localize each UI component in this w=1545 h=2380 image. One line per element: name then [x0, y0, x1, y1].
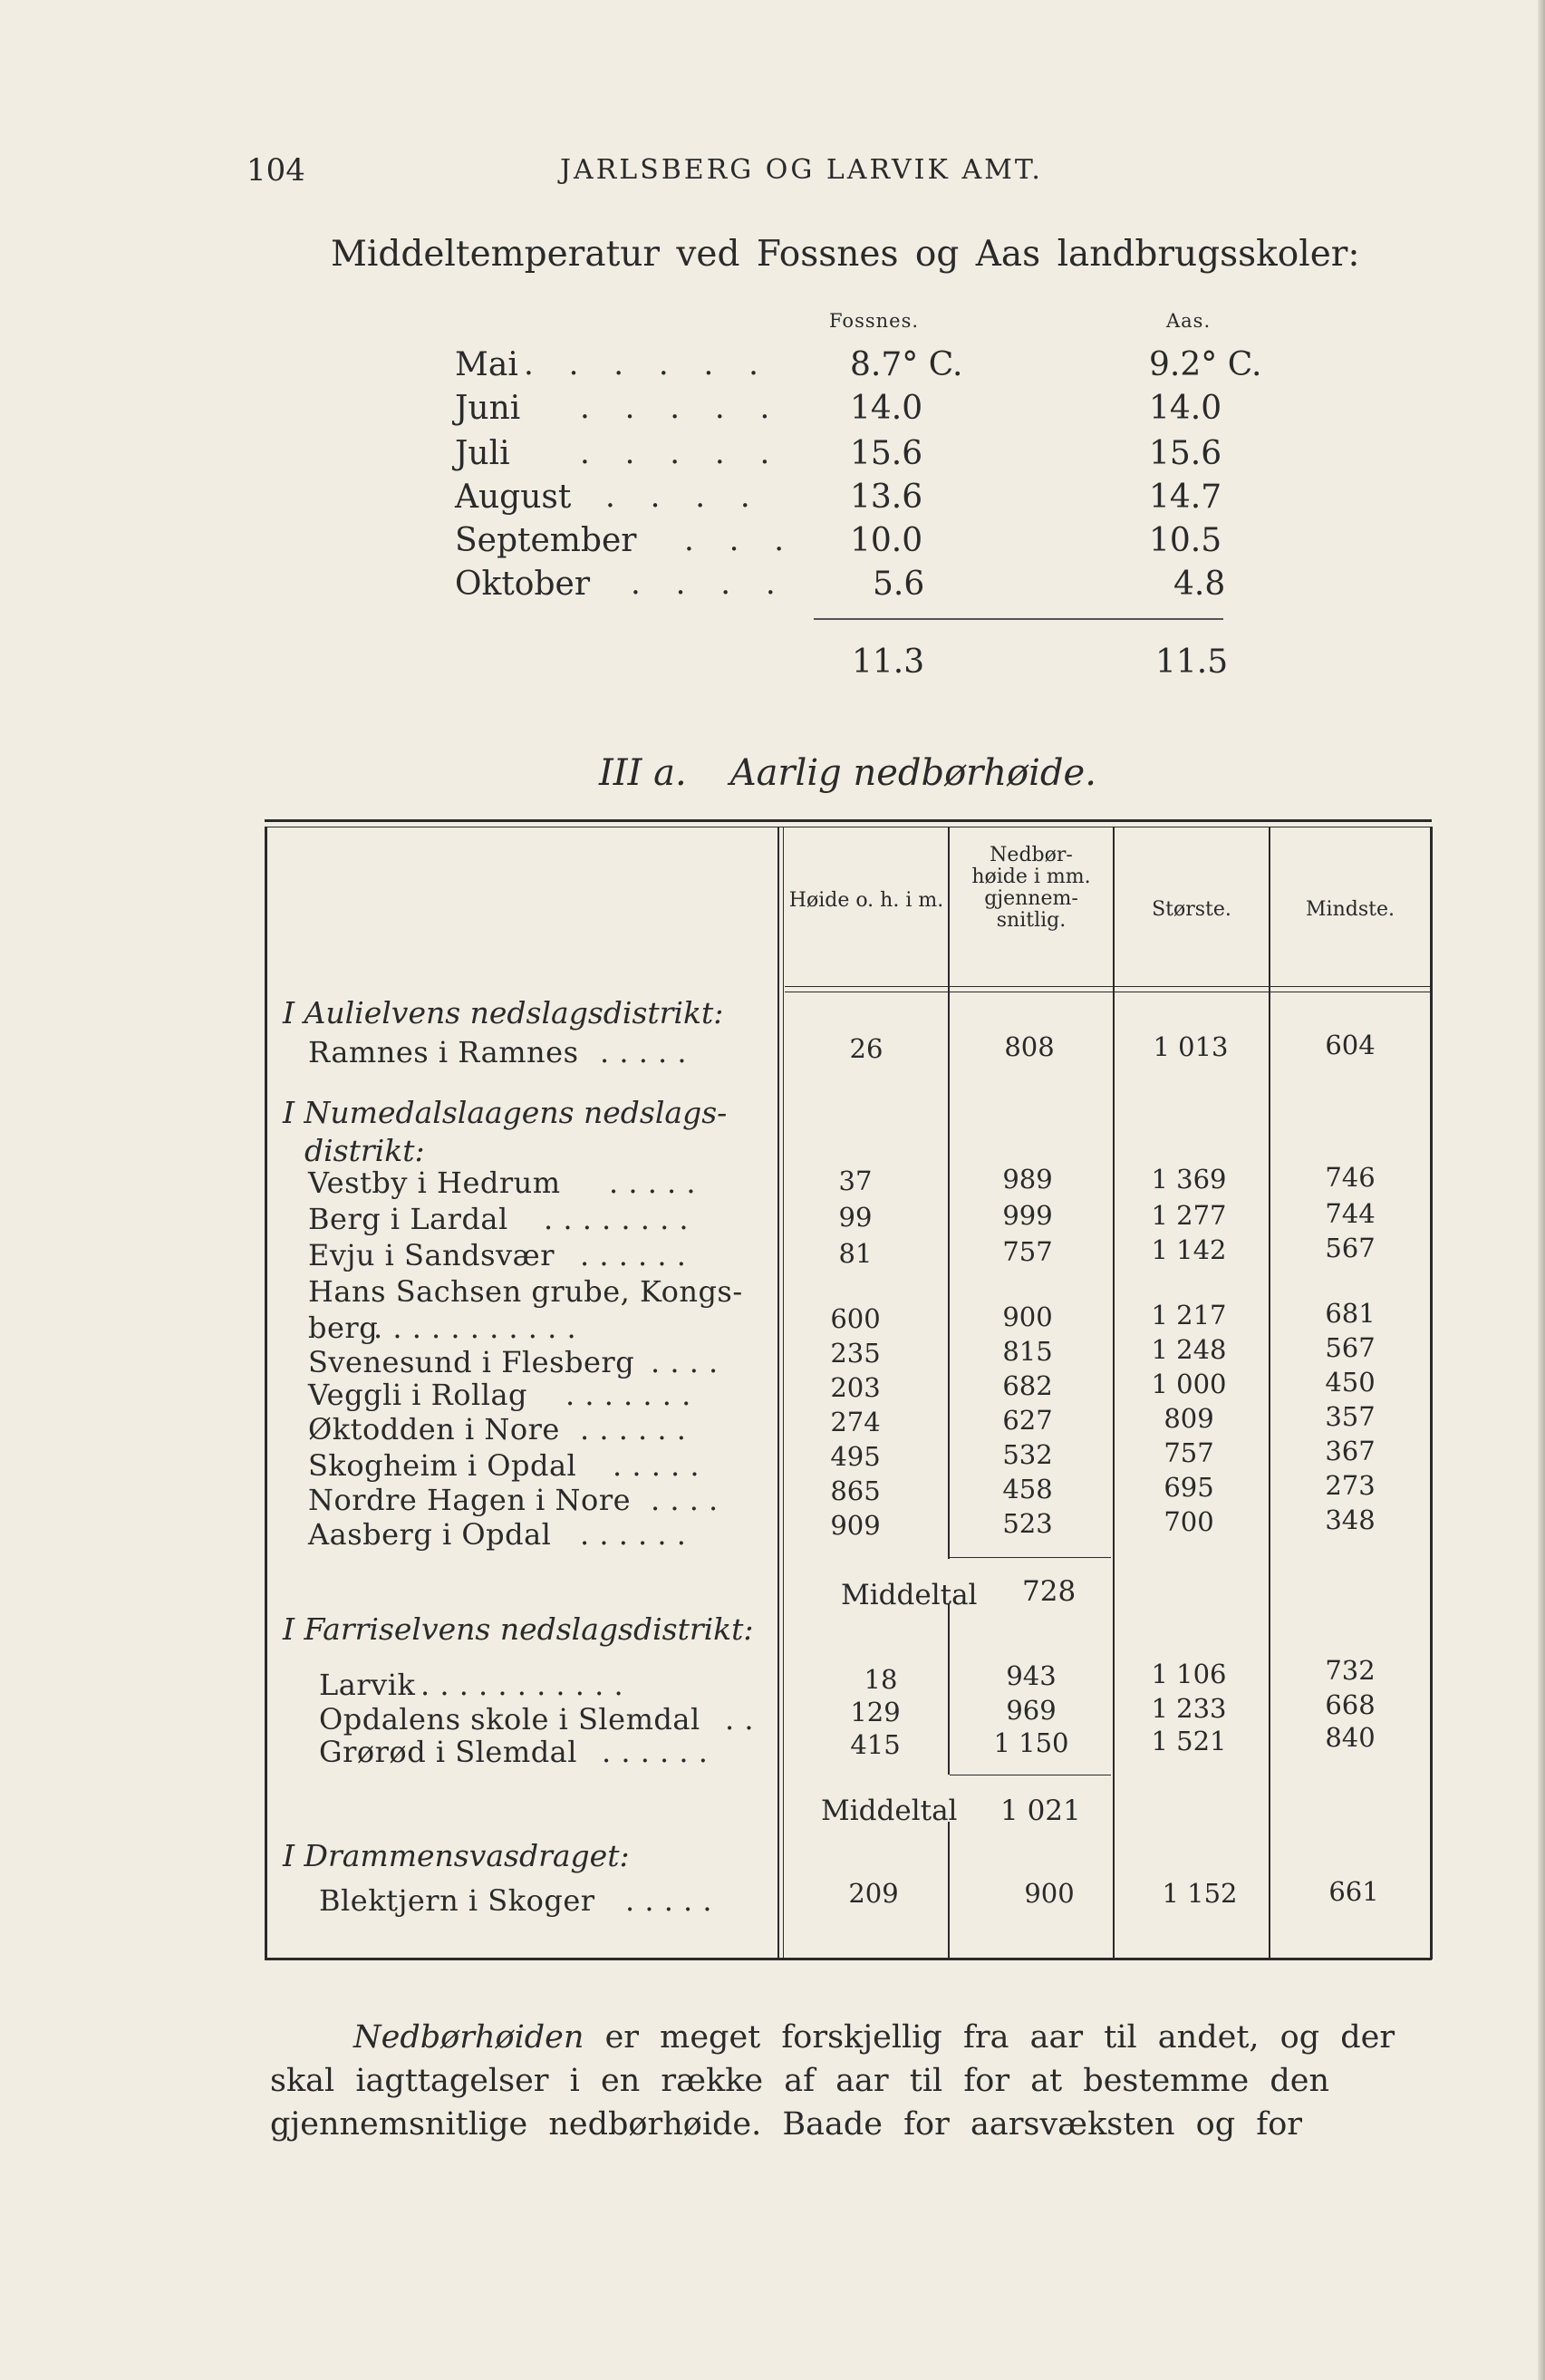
leader-dots: . . . .: [651, 1483, 719, 1517]
storste-value: 1 013: [1153, 1031, 1229, 1062]
place-name: Veggli i Rollag: [308, 1378, 528, 1412]
middeltal-value: 728: [1022, 1575, 1077, 1608]
nedbor-value: 969: [1006, 1695, 1057, 1726]
hoide-value: 99: [838, 1202, 873, 1233]
nedbor-value: 1 150: [993, 1727, 1069, 1758]
storste-value: 1 106: [1151, 1659, 1227, 1689]
leader-dots: . . . . .: [609, 1166, 697, 1200]
nedbor-value: 808: [1004, 1031, 1055, 1062]
storste-value: 1 000: [1151, 1369, 1227, 1399]
paragraph-line-2: skal iagttagelser i en række af aar til for at bestemme den: [270, 2063, 1330, 2099]
place-name: Opdalens skole i Slemdal: [319, 1702, 700, 1737]
mindste-value: 746: [1325, 1162, 1376, 1193]
hoide-value: 81: [838, 1238, 873, 1269]
nedbor-value: 682: [1002, 1370, 1053, 1401]
col-divider-3: [1113, 827, 1115, 1959]
middeltal-label: Middeltal: [821, 1795, 958, 1827]
hoide-value: 37: [838, 1166, 873, 1196]
month-label: August: [455, 479, 572, 516]
mindste-value: 367: [1325, 1436, 1376, 1466]
hoide-value: 600: [830, 1303, 881, 1334]
hoide-value: 865: [830, 1475, 881, 1506]
month-label: Mai: [455, 346, 518, 383]
hoide-value: 203: [830, 1372, 881, 1403]
nedbor-value: 900: [1024, 1878, 1075, 1909]
storste-value: 1 233: [1151, 1693, 1227, 1724]
leader-dots: . . . . . .: [580, 1238, 687, 1272]
leader-dots: . . . . . .: [580, 1412, 687, 1446]
paragraph-italic-term: Nedbørhøiden: [353, 2019, 584, 2056]
nedbor-value: 532: [1002, 1439, 1053, 1470]
place-name: Nordre Hagen i Nore: [308, 1483, 632, 1517]
leader-dots: . . . . . . . . . . .: [373, 1311, 577, 1345]
month-label: Juni: [455, 390, 521, 427]
table-right-border: [1430, 827, 1433, 1959]
leader-dots: . . . . . .: [580, 1517, 687, 1552]
nedbor-value: 458: [1002, 1474, 1053, 1504]
nedbor-value: 989: [1002, 1164, 1053, 1195]
storste-value: 809: [1164, 1403, 1214, 1434]
storste-value: 1 217: [1151, 1300, 1227, 1330]
group-numedal: I Numedalslaagens nedslags-: [283, 1095, 728, 1130]
group-drammen: I Drammensvasdraget:: [283, 1838, 630, 1873]
section-number: III a.: [599, 752, 687, 794]
middeltal-rule-1: [950, 1557, 1111, 1558]
mindste-value: 450: [1325, 1367, 1376, 1398]
header-nedbor: Nedbør- høide i mm. gjennem- snitlig.: [971, 844, 1091, 932]
aas-value: 14.0: [1149, 390, 1222, 427]
temperature-heading: Middeltemperatur ved Fossnes og Aas landbrugsskoler:: [331, 234, 1360, 275]
leader-dots: . . . . .: [625, 1883, 713, 1918]
month-label: September: [455, 522, 637, 559]
place-name: Berg i Lardal: [308, 1202, 508, 1236]
fossnes-value: 13.6: [850, 479, 923, 516]
fossnes-value: 15.6: [850, 435, 923, 472]
middeltal-value: 1 021: [1000, 1795, 1081, 1827]
fossnes-value: 8.7° C.: [850, 346, 963, 383]
storste-value: 1 521: [1151, 1726, 1227, 1756]
hoide-value: 495: [830, 1441, 881, 1472]
mindste-value: 604: [1325, 1030, 1376, 1060]
leader-dots: . . . . . . . . . . .: [420, 1668, 624, 1702]
group-farris: I Farriselvens nedslagsdistrikt:: [283, 1611, 754, 1647]
storste-value: 1 369: [1151, 1164, 1227, 1195]
place-name: Svenesund i Flesberg: [308, 1345, 635, 1379]
mindste-value: 273: [1325, 1470, 1376, 1501]
place-name: Evju i Sandsvær: [308, 1238, 555, 1272]
section-name: Aarlig nedbørhøide.: [729, 752, 1096, 794]
aas-value: 10.5: [1149, 522, 1222, 559]
hoide-value: 18: [864, 1664, 898, 1695]
leader-dots: . . . . .: [613, 1448, 700, 1483]
fossnes-total: 11.3: [852, 643, 925, 681]
mindste-value: 681: [1325, 1298, 1376, 1329]
header-mindste: Mindste.: [1306, 898, 1395, 921]
nedbor-value: 815: [1002, 1336, 1053, 1367]
aas-value: 15.6: [1149, 435, 1222, 472]
mindste-value: 357: [1325, 1401, 1376, 1432]
place-name: Hans Sachsen grube, Kongs-: [308, 1274, 743, 1309]
hoide-value: 209: [848, 1878, 899, 1909]
group-numedal-cont: distrikt:: [304, 1133, 425, 1168]
place-name: Skogheim i Opdal: [308, 1448, 577, 1483]
month-label: Juli: [455, 435, 510, 472]
leader-dots: . . . . . . .: [565, 1378, 691, 1412]
mindste-value: 732: [1325, 1655, 1376, 1686]
storste-value: 1 277: [1151, 1200, 1227, 1231]
middeltal-label: Middeltal: [841, 1579, 978, 1611]
aas-total: 11.5: [1155, 643, 1229, 681]
nedbor-value: 627: [1002, 1405, 1053, 1436]
fossnes-value: 10.0: [850, 522, 923, 559]
hoide-value: 26: [849, 1033, 884, 1064]
page-number: 104: [246, 152, 305, 189]
place-name: Øktodden i Nore: [308, 1412, 560, 1446]
col-divider-4: [1269, 827, 1270, 1959]
storste-value: 1 152: [1162, 1878, 1238, 1909]
leader-dots: . .: [725, 1702, 755, 1737]
leader-dots: . . . .: [605, 479, 763, 515]
table-bottom-rule: [265, 1958, 1432, 1960]
place-name: Larvik: [319, 1668, 416, 1702]
leader-dots: . . . . .: [600, 1035, 688, 1069]
header-storste: Største.: [1152, 898, 1231, 921]
leader-dots: . . . . . .: [602, 1735, 709, 1769]
storste-value: 695: [1164, 1472, 1214, 1503]
header-hoide: Høide o. h. i m.: [788, 889, 944, 912]
mindste-value: 348: [1325, 1504, 1376, 1535]
col-divider-2-bot: [948, 1822, 950, 1958]
hoide-value: 415: [850, 1729, 901, 1760]
section-title: [599, 752, 1096, 794]
aas-value: 4.8: [1173, 566, 1226, 603]
month-label: Oktober: [455, 566, 591, 603]
hoide-value: 235: [830, 1338, 881, 1369]
leader-dots: . . . .: [631, 566, 788, 602]
storste-value: 700: [1164, 1506, 1214, 1537]
place-name: Blektjern i Skoger: [319, 1883, 595, 1918]
table-left-border: [265, 827, 267, 1959]
temperature-sum-rule: [814, 618, 1223, 620]
leader-dots: . . . . . . . .: [544, 1202, 690, 1236]
nedbor-value: 523: [1002, 1508, 1053, 1539]
place-name: Ramnes i Ramnes: [308, 1035, 579, 1069]
col-divider-1: [777, 827, 779, 1959]
storste-value: 1 248: [1151, 1334, 1227, 1365]
group-aulielven: I Aulielvens nedslagsdistrikt:: [283, 995, 724, 1030]
nedbor-value: 999: [1002, 1200, 1053, 1231]
place-name: Grørød i Slemdal: [319, 1735, 577, 1769]
hoide-value: 129: [850, 1697, 901, 1727]
leader-dots: . . . . .: [580, 435, 783, 471]
nedbor-value: 757: [1002, 1236, 1053, 1267]
aas-value: 14.7: [1149, 479, 1222, 516]
page-edge: [1538, 0, 1545, 2380]
leader-dots: . . . . . .: [524, 346, 771, 382]
paragraph-line-1: [353, 2019, 1395, 2056]
storste-value: 1 142: [1151, 1234, 1227, 1265]
header-rule-1: [785, 986, 1430, 987]
nedbor-value: 943: [1006, 1660, 1057, 1691]
place-name-cont: berg: [308, 1311, 379, 1345]
storste-value: 757: [1164, 1437, 1214, 1468]
leader-dots: . . .: [684, 522, 797, 558]
leader-dots: . . . .: [651, 1345, 719, 1379]
hoide-value: 274: [830, 1407, 881, 1437]
leader-dots: . . . . .: [580, 390, 783, 426]
running-header: JARLSBERG OG LARVIK AMT.: [560, 154, 1043, 186]
hoide-value: 909: [830, 1510, 881, 1541]
mindste-value: 668: [1325, 1689, 1376, 1720]
place-name: Aasberg i Opdal: [308, 1517, 552, 1552]
mindste-value: 567: [1325, 1332, 1376, 1363]
fossnes-value: 14.0: [850, 390, 923, 427]
paragraph-line-3: gjennemsnitlige nedbørhøide. Baade for aarsvæksten og for: [270, 2106, 1303, 2143]
mindste-value: 840: [1325, 1722, 1376, 1753]
place-name: Vestby i Hedrum: [308, 1166, 561, 1200]
col-aas: Aas.: [1166, 310, 1212, 332]
nedbor-value: 900: [1002, 1301, 1053, 1332]
mindste-value: 567: [1325, 1233, 1376, 1263]
paragraph-line-1-rest: er meget forskjellig fra aar til andet, og der: [604, 2019, 1395, 2056]
col-divider-2-top: [948, 827, 950, 1559]
table-top-rule: [265, 819, 1432, 822]
aas-value: 9.2° C.: [1149, 346, 1262, 383]
mindste-value: 744: [1325, 1198, 1376, 1229]
mindste-value: 661: [1328, 1876, 1379, 1907]
fossnes-value: 5.6: [873, 566, 925, 603]
col-fossnes: Fossnes.: [829, 310, 920, 332]
